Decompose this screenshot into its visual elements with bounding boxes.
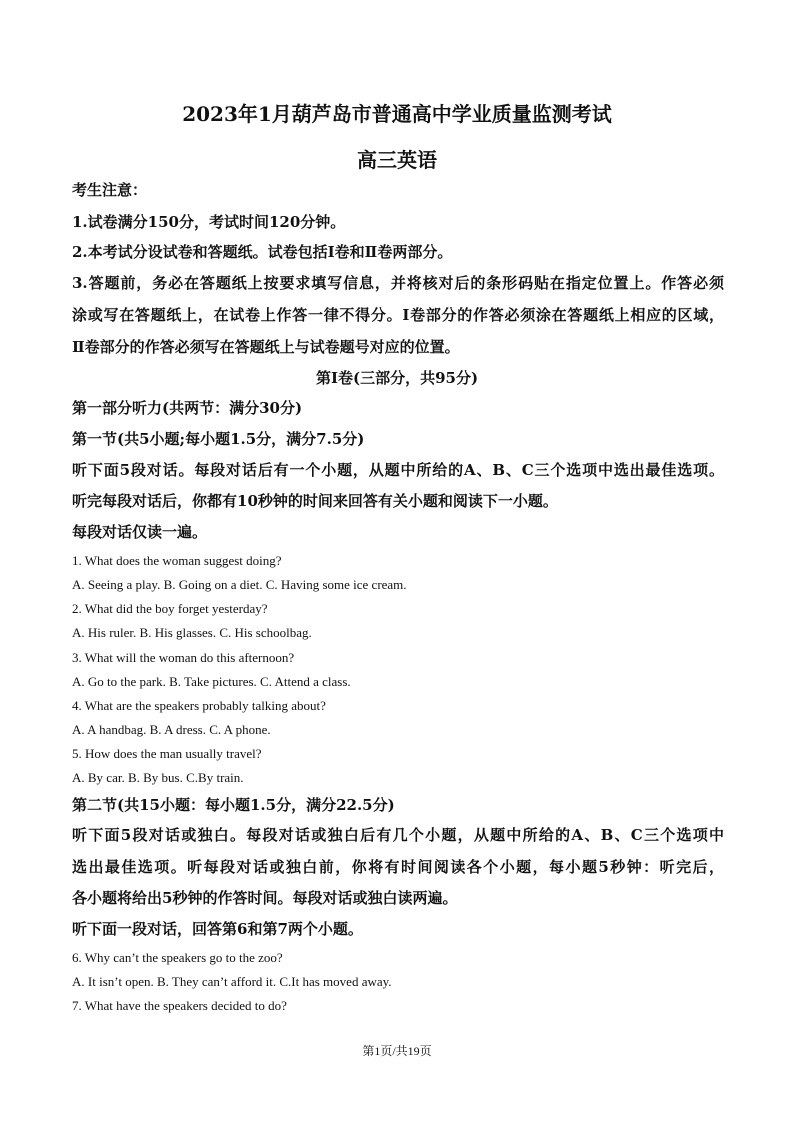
question-6: 6. Why can’t the speakers go to the zoo? <box>72 950 283 965</box>
notice-heading: 考生注意： <box>72 181 148 199</box>
question-1: 1. What does the woman suggest doing? <box>72 553 282 568</box>
notice-item-1: 1.试卷满分150分，考试时间120分钟。 <box>72 213 346 231</box>
notice-item-2: 2.本考试分设试卷和答题纸。试卷包括I卷和Ⅱ卷两部分。 <box>72 243 453 261</box>
section-2-instruction-line-4: 听下面一段对话，回答第6和第7两个小题。 <box>72 920 363 938</box>
section-1-heading: 第一节(共5小题;每小题1.5分，满分7.5分) <box>72 430 365 448</box>
question-3-options: A. Go to the park. B. Take pictures. C. Attend a class. <box>72 674 351 689</box>
question-1-options: A. Seeing a play. B. Going on a diet. C. Having some ice cream. <box>72 577 407 592</box>
section-1-instruction-line-1: 听下面5段对话。每段对话后有一个小题，从题中所给的A、B、C三个选项中选出最佳选项。 <box>72 461 724 479</box>
exam-title: 2023年1月葫芦岛市普通高中学业质量监测考试 <box>182 102 612 126</box>
section-2-instruction-line-3: 各小题将给出5秒钟的作答时间。每段对话或独白读两遍。 <box>72 889 458 907</box>
question-4-options: A. A handbag. B. A dress. C. A phone. <box>72 722 271 737</box>
volume-1-heading: 第Ⅰ卷(三部分，共95分) <box>315 369 479 387</box>
notice-item-3-line-3: Ⅱ卷部分的作答必须写在答题纸上与试卷题号对应的位置。 <box>72 338 460 356</box>
section-1-instruction-line-2: 听完每段对话后，你都有10秒钟的时间来回答有关小题和阅读下一小题。 <box>72 492 558 510</box>
question-5: 5. How does the man usually travel? <box>72 746 262 761</box>
section-1-instruction-line-3: 每段对话仅读一遍。 <box>72 523 208 541</box>
section-2-instruction-line-2: 选出最佳选项。听每段对话或独白前，你将有时间阅读各个小题，每小题5秒钟：听完后， <box>72 858 724 876</box>
notice-item-3-line-2: 涂或写在答题纸上，在试卷上作答一律不得分。I卷部分的作答必须涂在答题纸上相应的区域， <box>72 306 724 324</box>
question-2-options: A. His ruler. B. His glasses. C. His schoolbag. <box>72 625 312 640</box>
notice-item-3-line-1: 3.答题前，务必在答题纸上按要求填写信息，并将核对后的条形码贴在指定位置上。作答必须 <box>72 274 724 292</box>
question-3: 3. What will the woman do this afternoon? <box>72 650 295 665</box>
question-2: 2. What did the boy forget yesterday? <box>72 601 268 616</box>
section-2-instruction-line-1: 听下面5段对话或独白。每段对话或独白后有几个小题，从题中所给的A、B、C三个选项中 <box>72 826 724 844</box>
page-number: 第1页/共19页 <box>362 1044 432 1058</box>
section-2-heading: 第二节(共15小题：每小题1.5分，满分22.5分) <box>72 796 395 814</box>
question-6-options: A. It isn’t open. B. They can’t afford it. C.It has moved away. <box>72 974 392 989</box>
exam-subject: 高三英语 <box>357 148 437 172</box>
question-5-options: A. By car. B. By bus. C.By train. <box>72 770 244 785</box>
part-1-heading: 第一部分听力(共两节：满分30分) <box>72 399 303 417</box>
question-7: 7. What have the speakers decided to do? <box>72 998 287 1013</box>
question-4: 4. What are the speakers probably talking about? <box>72 698 326 713</box>
